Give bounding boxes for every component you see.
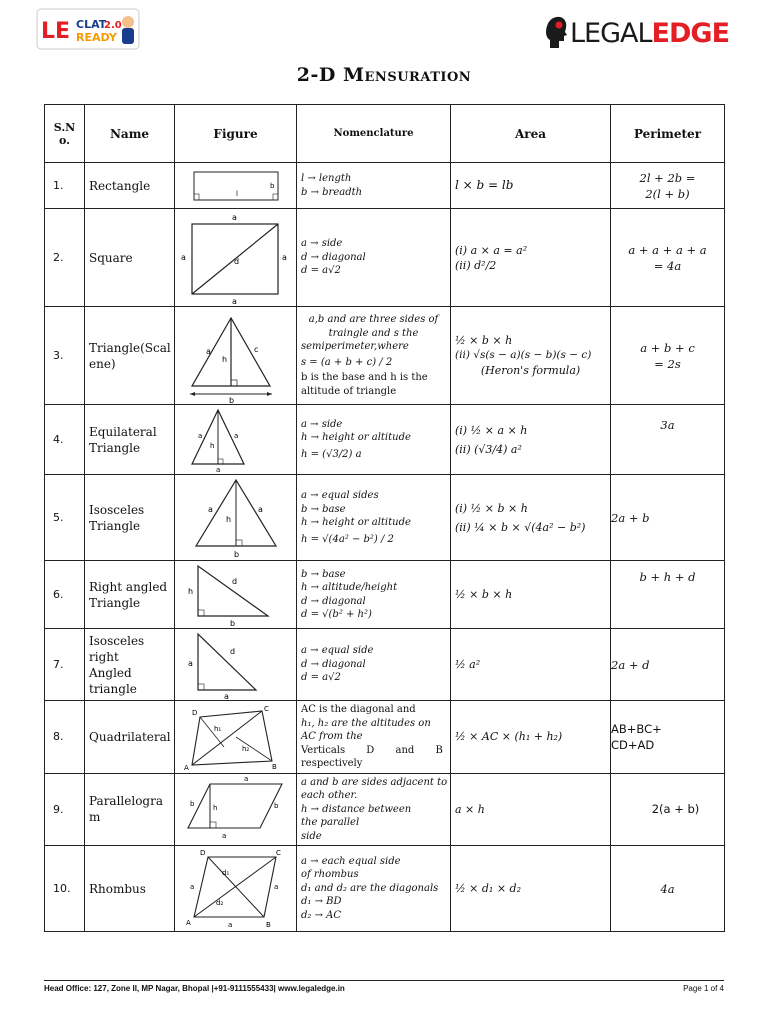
clat-ready-logo [36,8,140,50]
header-figure: Figure [175,105,297,163]
row-name: Parallelogra m [85,773,175,846]
row-name: Isosceles Triangle [85,475,175,561]
row-area: ½ × b × h (ii) √s(s − a)(s − b)(s − c) (Heron's formula) [451,307,611,405]
svg-text:C: C [275,848,281,857]
row-perimeter: 2a + b [611,475,725,561]
header-sn: S.N o. [45,105,85,163]
row-area: l × b = lb [451,163,611,209]
svg-text:b: b [189,800,194,809]
svg-text:a: a [257,504,263,514]
row-nomenclature: a,b and are three sides of traingle and s the semiperimeter,where s = (a + b + c) / 2 b is the base and h is the altitude of triangle [297,307,451,405]
row-perimeter: a + b + c = 2s [611,307,725,405]
svg-text:a: a [243,775,248,784]
row-nomenclature: a → side d → diagonal d = a√2 [297,209,451,307]
svg-text:A: A [185,918,191,927]
svg-text:a: a [273,882,278,891]
svg-text:a: a [231,296,237,306]
svg-text:d: d [231,576,237,586]
right-triangle-figure [175,561,297,629]
svg-text:l: l [235,189,238,198]
footer-address: Head Office: 127, Zone II, MP Nagar, Bhopal |+91-9111555433| www.legaledge.in [44,984,345,993]
row-area: ½ × d₁ × d₂ [451,846,611,932]
svg-text:d₂: d₂ [215,898,223,907]
row-nomenclature: a and b are sides adjacent to each other. h → distance between the parallel side [297,773,451,846]
brand-edge-text: EDGE [651,18,730,49]
row-area: ½ × AC × (h₁ + h₂) [451,701,611,774]
row-nomenclature: AC is the diagonal and h₁, h₂ are the altitudes on AC from the Verticals D and B respectively [297,701,451,774]
svg-text:a: a [197,431,202,440]
version-text: 2.0 [104,20,122,31]
footer-divider [44,980,724,981]
svg-text:b: b [273,802,278,811]
row-sn: 8. [45,701,85,774]
row-perimeter: 3a [611,405,725,475]
svg-text:a: a [180,252,186,262]
row-name: Right angled Triangle [85,561,175,629]
header-perimeter: Perimeter [611,105,725,163]
row-sn: 3. [45,307,85,405]
table-row [45,405,725,475]
row-name: Rhombus [85,846,175,932]
row-sn: 6. [45,561,85,629]
row-nomenclature: l → length b → breadth [297,163,451,209]
row-perimeter: a + a + a + a = 4a [611,209,725,307]
row-perimeter: AB+BC+ CD+AD [611,701,725,774]
svg-text:B: B [271,762,277,771]
row-perimeter: 2l + 2b = 2(l + b) [611,163,725,209]
svg-text:b: b [228,395,234,404]
row-sn: 10. [45,846,85,932]
svg-text:h₂: h₂ [241,744,249,753]
row-nomenclature: b → base h → altitude/height d → diagonal d = √(b² + h²) [297,561,451,629]
svg-text:h: h [225,514,231,524]
row-area: (i) a × a = a² (ii) d²/2 [451,209,611,307]
svg-text:a: a [223,691,229,700]
svg-text:h: h [221,354,227,364]
row-perimeter: b + h + d [611,561,725,629]
brand-legal-text: LEGAL [570,18,652,49]
row-sn: 4. [45,405,85,475]
row-nomenclature: a → side h → height or altitude h = (√3/2) a [297,405,451,475]
table-row [45,163,725,209]
table-row [45,773,725,846]
page-number: Page 1 of 4 [683,984,724,993]
page-title: 2-D Mensuration [296,64,472,86]
svg-text:h: h [212,804,217,813]
header-name: Name [85,105,175,163]
row-name: Rectangle [85,163,175,209]
parallelogram-figure [175,773,297,846]
table-row [45,307,725,405]
svg-text:a: a [231,212,237,222]
row-sn: 9. [45,773,85,846]
svg-text:C: C [263,704,269,713]
scalene-triangle-figure [175,307,297,405]
svg-text:d: d [233,256,239,266]
row-name: Equilateral Triangle [85,405,175,475]
isosceles-right-triangle-figure [175,629,297,701]
row-name: Isosceles right Angled triangle [85,629,175,701]
row-name: Quadrilateral [85,701,175,774]
head-silhouette-icon [544,14,568,50]
svg-text:d₁: d₁ [221,868,229,877]
row-sn: 5. [45,475,85,561]
svg-text:a: a [205,346,211,356]
table-header-row [45,105,725,163]
svg-text:a: a [281,252,287,262]
table-row [45,561,725,629]
svg-text:a: a [187,658,193,668]
header-nomenclature: Nomenclature [297,105,451,163]
clat-text: CLAT [76,18,107,31]
isosceles-triangle-figure [175,475,297,561]
rectangle-figure [175,163,297,209]
row-nomenclature: a → each equal side of rhombus d₁ and d₂ are the diagonals d₁ → BD d₂ → AC [297,846,451,932]
table-row [45,475,725,561]
svg-text:A: A [183,763,189,771]
row-area: a × h [451,773,611,846]
row-area: (i) ½ × a × h (ii) (√3/4) a² [451,405,611,475]
legaledge-logo [544,14,730,54]
row-area: (i) ½ × b × h (ii) ¼ × b × √(4a² − b²) [451,475,611,561]
square-figure [175,209,297,307]
svg-text:a: a [227,920,232,929]
row-perimeter: 4a [611,846,725,932]
table-row [45,701,725,774]
row-area: ½ × b × h [451,561,611,629]
equilateral-triangle-figure [175,405,297,475]
row-name: Triangle(Scal ene) [85,307,175,405]
row-sn: 7. [45,629,85,701]
svg-text:h: h [187,586,193,596]
row-sn: 2. [45,209,85,307]
le-logo-text: LE [41,19,71,44]
row-nomenclature: a → equal sides b → base h → height or altitude h = √(4a² − b²) / 2 [297,475,451,561]
rhombus-figure [175,846,297,932]
row-sn: 1. [45,163,85,209]
svg-text:a: a [221,832,226,841]
svg-text:D: D [191,708,197,717]
ready-text: READY [76,31,117,44]
table-row [45,629,725,701]
svg-text:b: b [269,181,274,190]
row-perimeter: 2(a + b) [611,773,725,846]
row-nomenclature: a → equal side d → diagonal d = a√2 [297,629,451,701]
header-area: Area [451,105,611,163]
mensuration-table [44,104,725,932]
table-row [45,846,725,932]
svg-text:B: B [265,920,271,929]
svg-text:D: D [199,848,205,857]
table-row [45,209,725,307]
quadrilateral-figure [175,701,297,774]
svg-text:a: a [189,882,194,891]
svg-text:b: b [233,549,239,559]
row-perimeter: 2a + d [611,629,725,701]
svg-text:c: c [253,344,258,354]
row-area: ½ a² [451,629,611,701]
svg-text:b: b [229,618,235,628]
svg-text:h: h [209,441,214,450]
svg-text:h₁: h₁ [213,724,221,733]
svg-text:a: a [233,431,238,440]
row-name: Square [85,209,175,307]
svg-text:d: d [229,646,235,656]
svg-text:a: a [207,504,213,514]
svg-text:a: a [215,465,220,474]
